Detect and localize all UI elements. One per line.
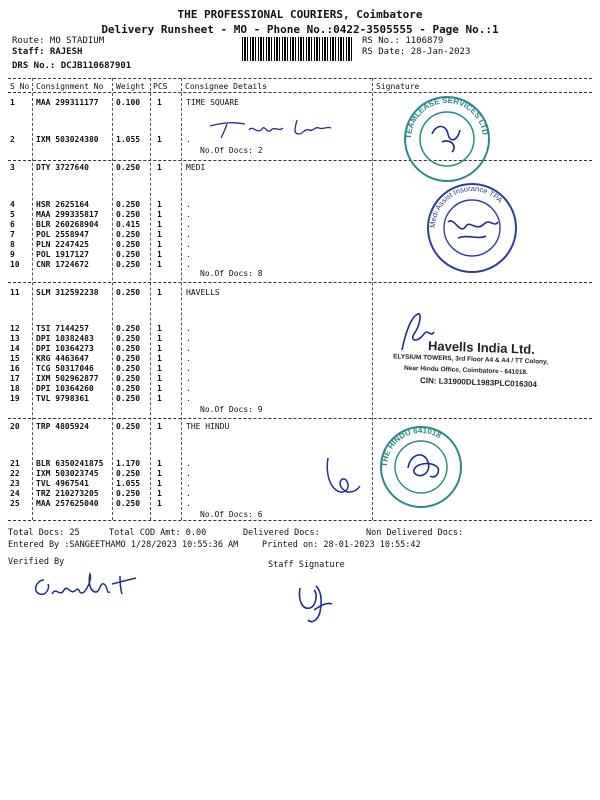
row-consignment-no: MAA 299335817 bbox=[36, 210, 99, 219]
handwritten-signature bbox=[318, 454, 362, 498]
havells-stamp-name: Havells India Ltd. bbox=[427, 338, 536, 357]
teamlease-stamp bbox=[402, 94, 492, 184]
group-rule bbox=[8, 282, 592, 283]
row-consignment-no: TCG 50317046 bbox=[36, 364, 94, 373]
row-pcs: 1 bbox=[157, 344, 162, 353]
runsheet-title: THE PROFESSIONAL COURIERS, Coimbatore bbox=[177, 8, 423, 21]
row-consignment-no: TSI 7144257 bbox=[36, 324, 89, 333]
row-weight: 0.250 bbox=[116, 163, 141, 172]
docs-count: No.Of Docs: 8 bbox=[200, 269, 263, 278]
row-consignment-no: DPI 10382483 bbox=[36, 334, 94, 343]
row-sno: 18 bbox=[10, 384, 20, 393]
row-consignment-no: DTY 3727640 bbox=[36, 163, 89, 172]
table-top-rule bbox=[8, 78, 592, 79]
total-docs: Total Docs: 25 bbox=[8, 528, 80, 538]
barcode bbox=[242, 37, 354, 61]
row-weight: 0.250 bbox=[116, 499, 141, 508]
row-pcs: 1 bbox=[157, 324, 162, 333]
non-delivered-docs: Non Delivered Docs: bbox=[366, 528, 464, 538]
row-consignee: . bbox=[186, 384, 191, 393]
row-sno: 7 bbox=[10, 230, 15, 239]
row-consignment-no: IXM 502962877 bbox=[36, 374, 99, 383]
row-consignment-no: TRP 4805924 bbox=[36, 422, 89, 431]
rs-number: RS No.: 1106879 bbox=[362, 36, 444, 46]
row-sno: 17 bbox=[10, 374, 20, 383]
col-header-pcs: PCS bbox=[153, 82, 168, 91]
total-cod-amount: Total COD Amt: 0.00 bbox=[109, 528, 207, 538]
row-consignment-no: POL 1917127 bbox=[36, 250, 89, 259]
row-sno: 24 bbox=[10, 489, 20, 498]
row-sno: 15 bbox=[10, 354, 20, 363]
group-rule bbox=[8, 160, 592, 161]
row-sno: 5 bbox=[10, 210, 15, 219]
row-consignee: . bbox=[186, 260, 191, 269]
row-pcs: 1 bbox=[157, 260, 162, 269]
row-weight: 0.250 bbox=[116, 354, 141, 363]
row-weight: 0.250 bbox=[116, 469, 141, 478]
row-consignment-no: BLR 6350241875 bbox=[36, 459, 104, 468]
route-label: Route: MO STADIUM bbox=[12, 36, 105, 46]
the-hindu-stamp bbox=[378, 424, 464, 510]
havells-stamp-address: Near Hindu Office, Coimbatore - 641018. bbox=[403, 364, 528, 377]
row-pcs: 1 bbox=[157, 459, 162, 468]
row-pcs: 1 bbox=[157, 469, 162, 478]
row-weight: 0.250 bbox=[116, 200, 141, 209]
row-pcs: 1 bbox=[157, 200, 162, 209]
row-sno: 22 bbox=[10, 469, 20, 478]
row-consignment-no: POL 2558947 bbox=[36, 230, 89, 239]
row-consignee: . bbox=[186, 479, 191, 488]
row-consignment-no: HSR 2625164 bbox=[36, 200, 89, 209]
row-weight: 0.250 bbox=[116, 394, 141, 403]
staff-label: Staff: RAJESH bbox=[12, 47, 83, 57]
row-consignee: . bbox=[186, 240, 191, 249]
row-sno: 23 bbox=[10, 479, 20, 488]
row-consignment-no: SLM 312592238 bbox=[36, 288, 99, 297]
row-consignment-no: CNR 1724672 bbox=[36, 260, 89, 269]
handwritten-signature bbox=[292, 580, 336, 628]
row-weight: 0.250 bbox=[116, 334, 141, 343]
row-consignee: . bbox=[186, 334, 191, 343]
row-sno: 12 bbox=[10, 324, 20, 333]
row-weight: 0.250 bbox=[116, 364, 141, 373]
col-header-sno: S No bbox=[10, 82, 30, 91]
delivered-docs: Delivered Docs: bbox=[243, 528, 320, 538]
column-divider bbox=[112, 78, 113, 520]
row-pcs: 1 bbox=[157, 210, 162, 219]
row-consignee: THE HINDU bbox=[186, 422, 230, 431]
row-pcs: 1 bbox=[157, 98, 162, 107]
row-consignee: TIME SQUARE bbox=[186, 98, 239, 107]
col-header-weight: Weight bbox=[116, 82, 145, 91]
row-consignment-no: TVL 4967541 bbox=[36, 479, 89, 488]
row-consignee: . bbox=[186, 135, 191, 144]
row-weight: 0.100 bbox=[116, 98, 141, 107]
row-consignee: . bbox=[186, 394, 191, 403]
row-consignee: . bbox=[186, 220, 191, 229]
row-pcs: 1 bbox=[157, 135, 162, 144]
teamlease-stamp-text: TEAMLEASE SERVICES LTD bbox=[403, 95, 490, 140]
row-sno: 4 bbox=[10, 200, 15, 209]
verified-by-label: Verified By bbox=[8, 557, 65, 567]
row-sno: 13 bbox=[10, 334, 20, 343]
row-sno: 8 bbox=[10, 240, 15, 249]
row-consignee: . bbox=[186, 324, 191, 333]
docs-count: No.Of Docs: 6 bbox=[200, 510, 263, 519]
row-consignee: . bbox=[186, 354, 191, 363]
row-pcs: 1 bbox=[157, 384, 162, 393]
row-weight: 0.415 bbox=[116, 220, 141, 229]
row-consignment-no: KRG 4463647 bbox=[36, 354, 89, 363]
rs-date: RS Date: 28-Jan-2023 bbox=[362, 47, 471, 57]
row-weight: 0.250 bbox=[116, 422, 141, 431]
row-consignee: . bbox=[186, 210, 191, 219]
row-sno: 20 bbox=[10, 422, 20, 431]
row-sno: 10 bbox=[10, 260, 20, 269]
row-consignee: . bbox=[186, 489, 191, 498]
row-weight: 0.250 bbox=[116, 250, 141, 259]
row-sno: 16 bbox=[10, 364, 20, 373]
row-pcs: 1 bbox=[157, 489, 162, 498]
row-consignee: . bbox=[186, 230, 191, 239]
row-consignee: . bbox=[186, 469, 191, 478]
row-pcs: 1 bbox=[157, 240, 162, 249]
row-weight: 0.250 bbox=[116, 489, 141, 498]
drs-number: DRS No.: DCJB110687901 bbox=[12, 61, 132, 71]
entered-by: Entered By :SANGEETHAMO 1/28/2023 10:55:36 AM bbox=[8, 540, 239, 550]
column-divider bbox=[372, 78, 373, 520]
row-consignee: . bbox=[186, 374, 191, 383]
column-divider bbox=[181, 78, 182, 520]
row-consignment-no: TRZ 210273205 bbox=[36, 489, 99, 498]
row-weight: 0.250 bbox=[116, 260, 141, 269]
hindu-stamp-text: THE HINDU 641018 bbox=[379, 425, 443, 468]
svg-text:THE HINDU 641018 bbox=[380, 426, 443, 467]
row-pcs: 1 bbox=[157, 250, 162, 259]
row-sno: 6 bbox=[10, 220, 15, 229]
row-weight: 0.250 bbox=[116, 344, 141, 353]
row-sno: 9 bbox=[10, 250, 15, 259]
row-pcs: 1 bbox=[157, 422, 162, 431]
row-weight: 1.055 bbox=[116, 479, 141, 488]
col-header-signature: Signature bbox=[376, 82, 420, 91]
row-sno: 1 bbox=[10, 98, 15, 107]
col-header-consignment: Consignment No bbox=[36, 82, 104, 91]
row-consignment-no: IXM 503024380 bbox=[36, 135, 99, 144]
column-divider bbox=[32, 78, 33, 520]
row-consignee: . bbox=[186, 364, 191, 373]
row-pcs: 1 bbox=[157, 334, 162, 343]
header-bottom-rule bbox=[8, 92, 592, 93]
runsheet-subtitle: Delivery Runsheet - MO - Phone No.:0422-3505555 - Page No.:1 bbox=[101, 23, 499, 36]
row-consignee: . bbox=[186, 459, 191, 468]
row-consignee: MEDI bbox=[186, 163, 206, 172]
row-pcs: 1 bbox=[157, 288, 162, 297]
svg-text:Medi Assist Insurance TPA bbox=[428, 184, 505, 228]
row-weight: 0.250 bbox=[116, 374, 141, 383]
medi-assist-stamp bbox=[424, 180, 520, 276]
row-pcs: 1 bbox=[157, 394, 162, 403]
row-pcs: 1 bbox=[157, 220, 162, 229]
row-pcs: 1 bbox=[157, 364, 162, 373]
docs-count: No.Of Docs: 2 bbox=[200, 146, 263, 155]
row-consignment-no: TVL 9798361 bbox=[36, 394, 89, 403]
row-sno: 14 bbox=[10, 344, 20, 353]
row-sno: 3 bbox=[10, 163, 15, 172]
row-pcs: 1 bbox=[157, 479, 162, 488]
row-consignment-no: PLN 2247425 bbox=[36, 240, 89, 249]
row-weight: 1.170 bbox=[116, 459, 141, 468]
row-consignment-no: BLR 260268904 bbox=[36, 220, 99, 229]
printed-on: Printed on: 28-01-2023 10:55:42 bbox=[262, 540, 421, 550]
havells-stamp-address: ELYSIUM TOWERS, 3rd Floor A4 & A4 / TT Colony, bbox=[392, 353, 549, 366]
row-consignee: . bbox=[186, 250, 191, 259]
row-sno: 2 bbox=[10, 135, 15, 144]
medi-stamp-text: Medi Assist Insurance TPA bbox=[427, 183, 505, 229]
row-consignee: HAVELLS bbox=[186, 288, 220, 297]
group-rule bbox=[8, 418, 592, 419]
row-consignee: . bbox=[186, 200, 191, 209]
table-bottom-rule bbox=[8, 520, 592, 521]
row-weight: 0.250 bbox=[116, 384, 141, 393]
row-consignment-no: MAA 257625040 bbox=[36, 499, 99, 508]
row-sno: 25 bbox=[10, 499, 20, 508]
row-consignment-no: IXM 503023745 bbox=[36, 469, 99, 478]
row-consignment-no: DPI 10364273 bbox=[36, 344, 94, 353]
row-pcs: 1 bbox=[157, 354, 162, 363]
column-divider bbox=[150, 78, 151, 520]
row-weight: 0.250 bbox=[116, 288, 141, 297]
row-weight: 0.250 bbox=[116, 324, 141, 333]
row-sno: 19 bbox=[10, 394, 20, 403]
docs-count: No.Of Docs: 9 bbox=[200, 405, 263, 414]
row-weight: 1.055 bbox=[116, 135, 141, 144]
row-sno: 21 bbox=[10, 459, 20, 468]
row-consignee: . bbox=[186, 344, 191, 353]
row-weight: 0.250 bbox=[116, 210, 141, 219]
row-consignment-no: MAA 299311177 bbox=[36, 98, 99, 107]
row-consignee: . bbox=[186, 499, 191, 508]
havells-stamp-cin: CIN: L31900DL1983PLC016304 bbox=[419, 375, 538, 390]
handwritten-signature bbox=[28, 568, 140, 604]
row-pcs: 1 bbox=[157, 374, 162, 383]
row-weight: 0.250 bbox=[116, 240, 141, 249]
row-pcs: 1 bbox=[157, 499, 162, 508]
staff-signature-label: Staff Signature bbox=[268, 560, 345, 570]
handwritten-signature bbox=[205, 114, 345, 140]
row-sno: 11 bbox=[10, 288, 20, 297]
row-consignment-no: DPI 10364260 bbox=[36, 384, 94, 393]
row-pcs: 1 bbox=[157, 230, 162, 239]
row-weight: 0.250 bbox=[116, 230, 141, 239]
row-pcs: 1 bbox=[157, 163, 162, 172]
col-header-consignee: Consignee Details bbox=[185, 82, 267, 91]
